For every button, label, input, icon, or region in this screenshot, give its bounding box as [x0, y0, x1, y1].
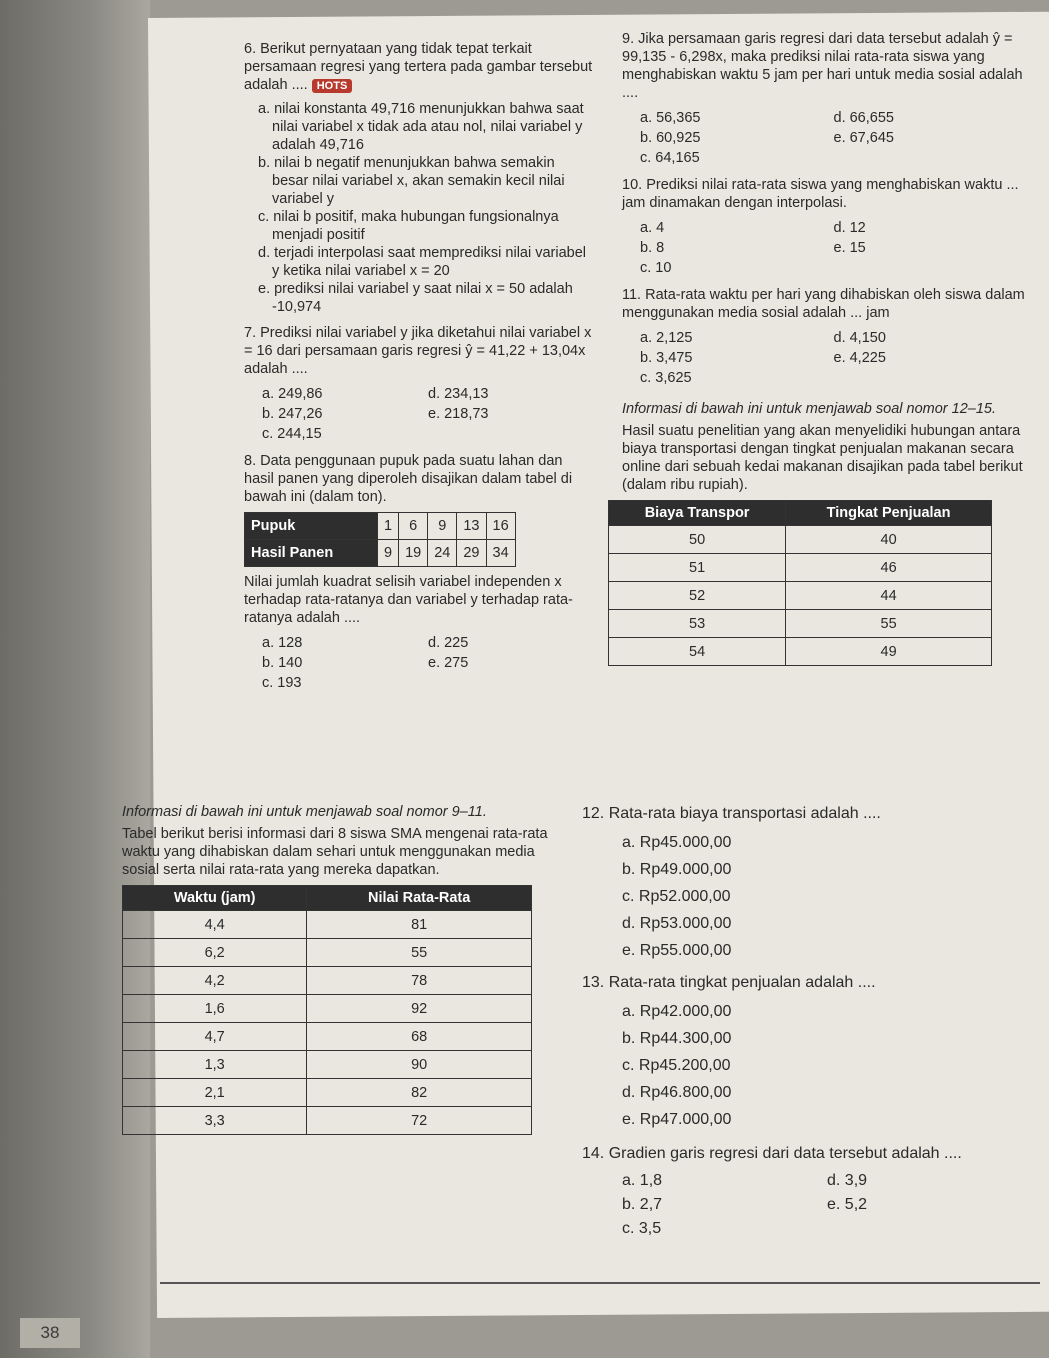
option-b: b. 60,925	[640, 130, 701, 146]
question-10	[622, 176, 1027, 212]
option-c: c. 244,15	[262, 426, 322, 442]
table-cell: 51	[609, 554, 786, 582]
table-row	[123, 967, 532, 995]
option-d: d. 234,13	[428, 386, 489, 402]
table-row	[123, 1051, 532, 1079]
question-number: 10.	[622, 177, 643, 193]
question-14	[582, 1145, 1032, 1163]
table-row	[609, 638, 992, 666]
table-cell: 4,2	[123, 967, 307, 995]
info-block-9-11	[122, 795, 562, 1135]
option-e: e. 275	[428, 655, 469, 671]
table-cell: 49	[786, 638, 992, 666]
option-e: e. 218,73	[428, 406, 489, 422]
option-b: b. 2,7	[622, 1196, 663, 1213]
table-cell: 13	[457, 513, 486, 540]
hots-badge: HOTS	[312, 79, 353, 93]
option-e: e. 5,2	[827, 1196, 868, 1213]
question-number: 8.	[244, 453, 257, 469]
option-c: c. nilai b positif, maka hubungan fungsionalnya menjadi positif	[258, 209, 559, 243]
question-11	[622, 286, 1027, 322]
question-number: 9.	[622, 31, 635, 47]
table-header-row	[123, 886, 532, 911]
option-c: c. Rp52.000,00	[622, 888, 731, 905]
row-header: Hasil Panen	[245, 540, 378, 567]
option-a: a. 249,86	[262, 386, 323, 402]
table-cell: 6	[399, 513, 428, 540]
option-a: a. 2,125	[640, 330, 693, 346]
question-stem: Jika persamaan garis regresi dari data tersebut adalah ŷ = 99,135 - 6,298x, maka prediksi nilai rata-rata siswa yang menghabiskan waktu 5 jam per hari untuk media sosial adalah ....	[622, 31, 1023, 101]
option-a: a. 56,365	[640, 110, 701, 126]
option-c: c. Rp45.200,00	[622, 1057, 731, 1074]
option-d: d. 12	[833, 220, 866, 236]
row-header: Pupuk	[245, 513, 378, 540]
table-cell: 1	[378, 513, 399, 540]
info-header: Informasi di bawah ini untuk menjawab soal nomor 12–15.	[622, 401, 996, 417]
table-row	[123, 911, 532, 939]
question-stem: Data penggunaan pupuk pada suatu lahan dan hasil panen yang diperoleh disajikan dalam tabel di bawah ini (dalam ton).	[244, 453, 573, 505]
question-number: 14.	[582, 1145, 605, 1162]
table-cell: 72	[307, 1107, 532, 1135]
page-bottom-rule	[160, 1282, 1040, 1284]
option-c: c. 3,625	[640, 370, 692, 386]
table-header-row	[609, 501, 992, 526]
info-header: Informasi di bawah ini untuk menjawab soal nomor 9–11.	[122, 804, 487, 820]
option-d: d. 3,9	[827, 1172, 868, 1189]
option-b: b. 3,475	[640, 350, 693, 366]
option-a: a. nilai konstanta 49,716 menunjukkan bahwa saat nilai variabel x tidak ada atau nol, nilai variabel y adalah 49,716	[258, 101, 584, 153]
table-cell: 55	[786, 610, 992, 638]
option-c: c. 64,165	[640, 150, 700, 166]
option-c: c. 10	[640, 260, 672, 276]
table-row	[609, 582, 992, 610]
options-q12	[622, 829, 1032, 964]
table-cell: 6,2	[123, 939, 307, 967]
table-cell: 24	[428, 540, 457, 567]
info-text: Hasil suatu penelitian yang akan menyelidiki hubungan antara biaya transportasi dengan tingkat penjualan makanan secara online dari sebuah kedai makanan disajikan pada tabel berikut (dalam ribu rupiah).	[622, 423, 1023, 493]
option-b: b. Rp49.000,00	[622, 861, 732, 878]
question-9	[622, 30, 1027, 102]
options-q13	[622, 998, 1032, 1133]
option-d: d. 66,655	[833, 110, 894, 126]
options-q10	[640, 218, 1027, 278]
question-8-text: Nilai jumlah kuadrat selisih variabel independen x terhadap rata-ratanya dan variabel y terhadap rata-ratanya adalah ....	[244, 574, 573, 626]
option-d: d. Rp46.800,00	[622, 1084, 732, 1101]
question-stem: Prediksi nilai variabel y jika diketahui nilai variabel x = 16 dari persamaan garis regresi ŷ = 41,22 + 13,04x adalah ....	[244, 325, 592, 377]
question-stem: Rata-rata tingkat penjualan adalah ....	[608, 974, 876, 991]
option-c: c. 193	[262, 675, 302, 691]
table-row	[123, 1079, 532, 1107]
question-stem: Berikut pernyataan yang tidak tepat terkait persamaan regresi yang tertera pada gambar tersebut adalah ....	[244, 41, 593, 93]
option-e: e. 67,645	[833, 130, 894, 146]
options-q14	[622, 1169, 1032, 1241]
option-b: b. 247,26	[262, 406, 323, 422]
table-cell: 81	[307, 911, 532, 939]
table-cell: 68	[307, 1023, 532, 1051]
question-number: 6.	[244, 41, 257, 57]
table-row	[123, 995, 532, 1023]
option-b: b. 8	[640, 240, 665, 256]
table-cell: 3,3	[123, 1107, 307, 1135]
question-stem: Rata-rata waktu per hari yang dihabiskan oleh siswa dalam menggunakan media sosial adalah ... jam	[622, 287, 1025, 321]
table-cell: 9	[378, 540, 399, 567]
options-q11	[640, 328, 1027, 388]
table-cell: 90	[307, 1051, 532, 1079]
info-text: Tabel berikut berisi informasi dari 8 siswa SMA mengenai rata-rata waktu yang dihabiskan dalam sehari untuk menggunakan media sosial serta nilai rata-rata yang mereka dapatkan.	[122, 826, 548, 878]
option-e: e. 15	[833, 240, 866, 256]
option-a: a. 4	[640, 220, 665, 236]
table-row	[609, 526, 992, 554]
table-cell: 1,6	[123, 995, 307, 1023]
question-7	[244, 324, 594, 378]
question-stem: Gradien garis regresi dari data tersebut adalah ....	[608, 1145, 962, 1162]
table-cell: 4,7	[123, 1023, 307, 1051]
option-d: d. 225	[428, 635, 469, 651]
questions-12-14	[582, 805, 1032, 1241]
option-a: a. 1,8	[622, 1172, 663, 1189]
table-cell: 52	[609, 582, 786, 610]
question-12	[582, 805, 1032, 823]
table-cell: 16	[486, 513, 515, 540]
question-8	[244, 452, 594, 506]
table-row	[245, 540, 516, 567]
question-stem: Prediksi nilai rata-rata siswa yang menghabiskan waktu ... jam dinamakan dengan interpolasi.	[622, 177, 1019, 211]
option-e: e. 4,225	[833, 350, 886, 366]
option-b: b. 140	[262, 655, 303, 671]
table-cell: 19	[399, 540, 428, 567]
table-cell: 44	[786, 582, 992, 610]
options-q7	[262, 384, 594, 444]
option-d: d. Rp53.000,00	[622, 915, 732, 932]
table-row	[609, 610, 992, 638]
table-cell: 1,3	[123, 1051, 307, 1079]
table-cell: 92	[307, 995, 532, 1023]
biaya-table	[608, 500, 992, 666]
table-cell: 54	[609, 638, 786, 666]
pupuk-table	[244, 512, 516, 567]
column-header: Waktu (jam)	[123, 886, 307, 911]
option-e: e. prediksi nilai variabel y saat nilai x = 50 adalah -10,974	[258, 281, 573, 315]
table-row	[609, 554, 992, 582]
page-number: 38	[20, 1318, 80, 1348]
question-6	[244, 40, 594, 94]
question-number: 13.	[582, 974, 605, 991]
options-q8	[262, 633, 594, 693]
option-e: e. Rp55.000,00	[622, 942, 732, 959]
option-a: a. Rp42.000,00	[622, 1003, 732, 1020]
options-q9	[640, 108, 1027, 168]
right-column	[622, 30, 1027, 666]
option-a: a. Rp45.000,00	[622, 834, 732, 851]
column-header: Biaya Transpor	[609, 501, 786, 526]
table-row	[245, 513, 516, 540]
table-cell: 29	[457, 540, 486, 567]
question-number: 7.	[244, 325, 257, 341]
waktu-table	[122, 885, 532, 1135]
table-row	[123, 1023, 532, 1051]
table-cell: 53	[609, 610, 786, 638]
table-cell: 34	[486, 540, 515, 567]
table-cell: 9	[428, 513, 457, 540]
left-column	[244, 40, 594, 693]
table-cell: 78	[307, 967, 532, 995]
column-header: Nilai Rata-Rata	[307, 886, 532, 911]
table-cell: 82	[307, 1079, 532, 1107]
table-cell: 55	[307, 939, 532, 967]
option-b: b. nilai b negatif menunjukkan bahwa semakin besar nilai variabel x, akan semakin kecil nilai variabel y	[258, 155, 565, 207]
table-cell: 50	[609, 526, 786, 554]
question-13	[582, 974, 1032, 992]
question-stem: Rata-rata biaya transportasi adalah ....	[608, 805, 881, 822]
option-a: a. 128	[262, 635, 303, 651]
table-cell: 4,4	[123, 911, 307, 939]
column-header: Tingkat Penjualan	[786, 501, 992, 526]
page-shadow	[0, 0, 150, 1358]
table-cell: 2,1	[123, 1079, 307, 1107]
table-cell: 46	[786, 554, 992, 582]
option-d: d. 4,150	[833, 330, 886, 346]
option-e: e. Rp47.000,00	[622, 1111, 732, 1128]
table-row	[123, 939, 532, 967]
question-number: 11.	[622, 287, 642, 303]
table-row	[123, 1107, 532, 1135]
option-d: d. terjadi interpolasi saat memprediksi nilai variabel y ketika nilai variabel x = 20	[258, 245, 587, 279]
option-b: b. Rp44.300,00	[622, 1030, 732, 1047]
option-c: c. 3,5	[622, 1220, 662, 1237]
table-cell: 40	[786, 526, 992, 554]
question-number: 12.	[582, 805, 605, 822]
